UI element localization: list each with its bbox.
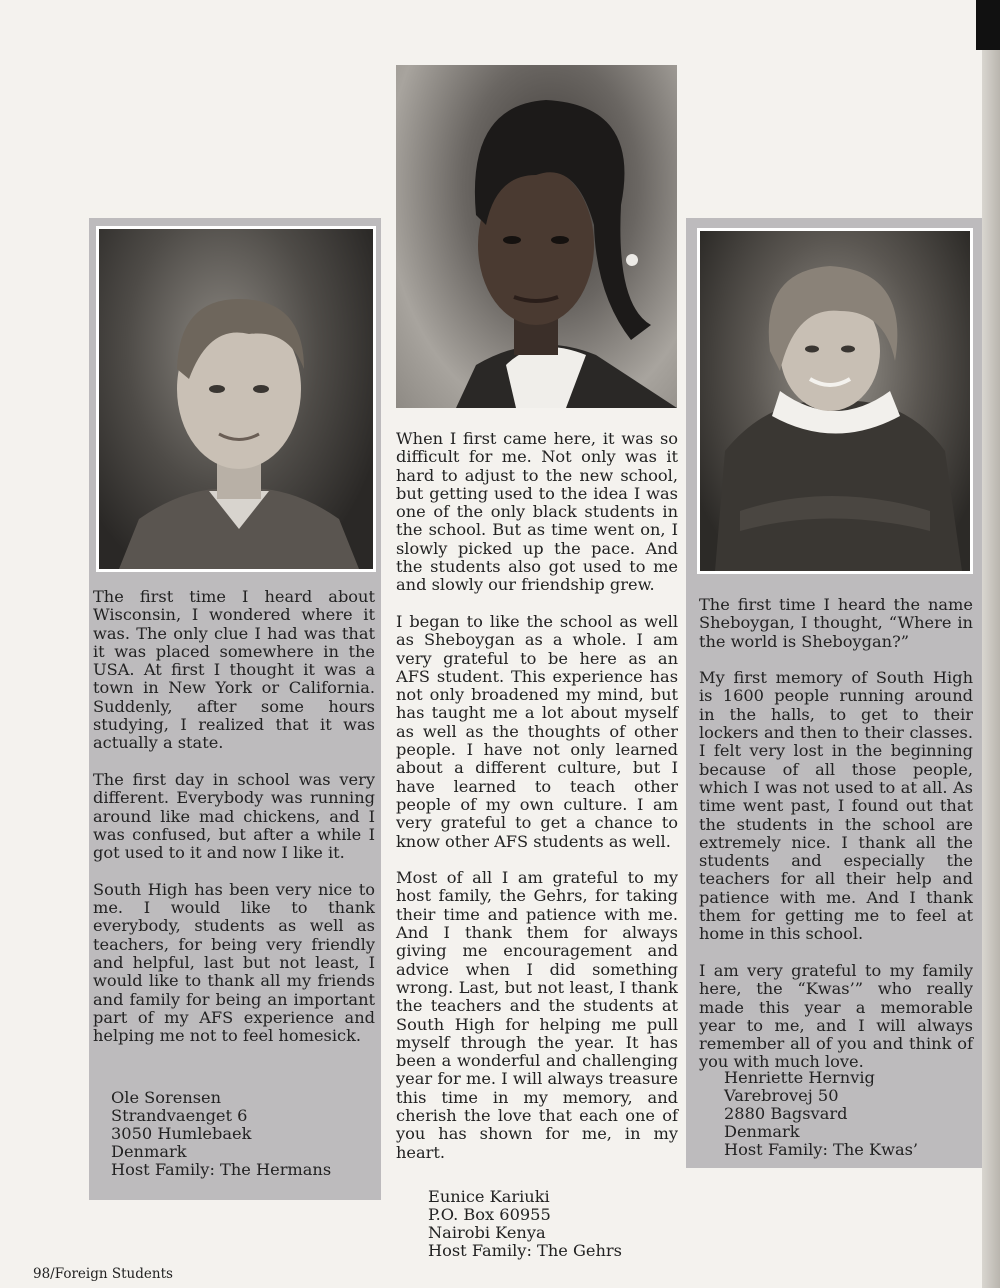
student-name: Ole Sorensen xyxy=(111,1088,222,1107)
essay-paragraph: The first time I heard about Wisconsin, I wondered where it was. The only clue I had was that it was placed somewhere in the USA. At first I thought it was a town in New York or California. Suddenly, after some hours studying, I realized that it was actually a state. xyxy=(93,587,375,753)
address-line: Strandvaenget 6 xyxy=(111,1106,248,1125)
address-line: Varebrovej 50 xyxy=(724,1086,839,1105)
essay-paragraph: Most of all I am grateful to my host family, the Gehrs, for taking their time and patience with me. And I thank them for always giving me encouragement and advice when I did something wrong. Last, but not least, I thank the teachers and the students at South High for helping me pull myself through the year. It has been a wonderful and challenging year for me. I will always treasure this time in my memory, and cherish the love that each one of you has shown for me, in my heart. xyxy=(396,868,678,1162)
student-name: Henriette Hernvig xyxy=(724,1068,875,1087)
host-family: Host Family: The Gehrs xyxy=(428,1241,622,1260)
host-family: Host Family: The Kwas’ xyxy=(724,1140,919,1159)
portrait-figure xyxy=(700,231,970,571)
essay-paragraph: South High has been very nice to me. I would like to thank everybody, students as well as teachers, for being very friendly and helpful, last but not least, I would like to thank all my friends and family for being an important part of my AFS experience and helping me not to feel homesick. xyxy=(93,879,375,1046)
essay-paragraph: When I first came here, it was so difficult for me. Not only was it hard to adjust to the new school, but getting used to the idea I was one of the only black students in the school. But as time went on, I slowly picked up the pace. And the students also got used to me and slowly our friendship grew. xyxy=(396,429,678,595)
page-edge-mark xyxy=(976,0,1000,50)
page-edge-shadow xyxy=(982,0,1000,1288)
address-line: 2880 Bagsvard xyxy=(724,1104,848,1123)
essay-paragraph: The first day in school was very different. Everybody was running around like mad chickens, and I was confused, but after a while I got used to it and now I like it. xyxy=(93,769,375,863)
address-line: Nairobi Kenya xyxy=(428,1223,546,1242)
ole-address-block xyxy=(111,1089,331,1179)
portrait-photo-henriette xyxy=(697,228,973,574)
essay-paragraph: The first time I heard the name Sheboygan, I thought, “Where in the world is Sheboygan?” xyxy=(699,595,973,651)
portrait-figure xyxy=(396,65,677,408)
portrait-photo-eunice xyxy=(396,65,677,408)
student-name: Eunice Kariuki xyxy=(428,1187,550,1206)
eunice-address-block xyxy=(428,1188,622,1260)
portrait-figure xyxy=(99,229,373,569)
henriette-address-block xyxy=(724,1069,918,1159)
portrait-photo-ole xyxy=(96,226,376,572)
ole-essay xyxy=(93,588,375,1045)
henriette-essay xyxy=(699,596,973,1072)
host-family: Host Family: The Hermans xyxy=(111,1160,332,1179)
essay-paragraph: I am very grateful to my family here, the “Kwas’” who really made this year a memorable year to me, and I will always remember all of you and think of you with much love. xyxy=(699,960,973,1072)
eunice-essay xyxy=(396,430,678,1162)
address-line: Denmark xyxy=(724,1122,800,1141)
address-line: 3050 Humlebaek xyxy=(111,1124,252,1143)
page-footer: 98/Foreign Students xyxy=(33,1266,173,1282)
essay-paragraph: My first memory of South High is 1600 people running around in the halls, to get to their lockers and then to their classes. I felt very lost in the beginning because of all those people, which I was not used to at all. As time went past, I found out that the students in the school are extremely nice. I thank all the students and especially the teachers for all their help and patience with me. And I thank them for getting me to feel at home in this school. xyxy=(699,668,973,944)
address-line: Denmark xyxy=(111,1142,187,1161)
essay-paragraph: I began to like the school as well as Sheboygan as a whole. I am very grateful to be here as an AFS student. This experience has not only broadened my mind, but has taught me a lot about myself as well as the thoughts of other people. I have not only learned about a different culture, but I have learned to teach other people of my own culture. I am very grateful to get a chance to know other AFS students as well. xyxy=(396,611,678,851)
address-line: P.O. Box 60955 xyxy=(428,1205,551,1224)
